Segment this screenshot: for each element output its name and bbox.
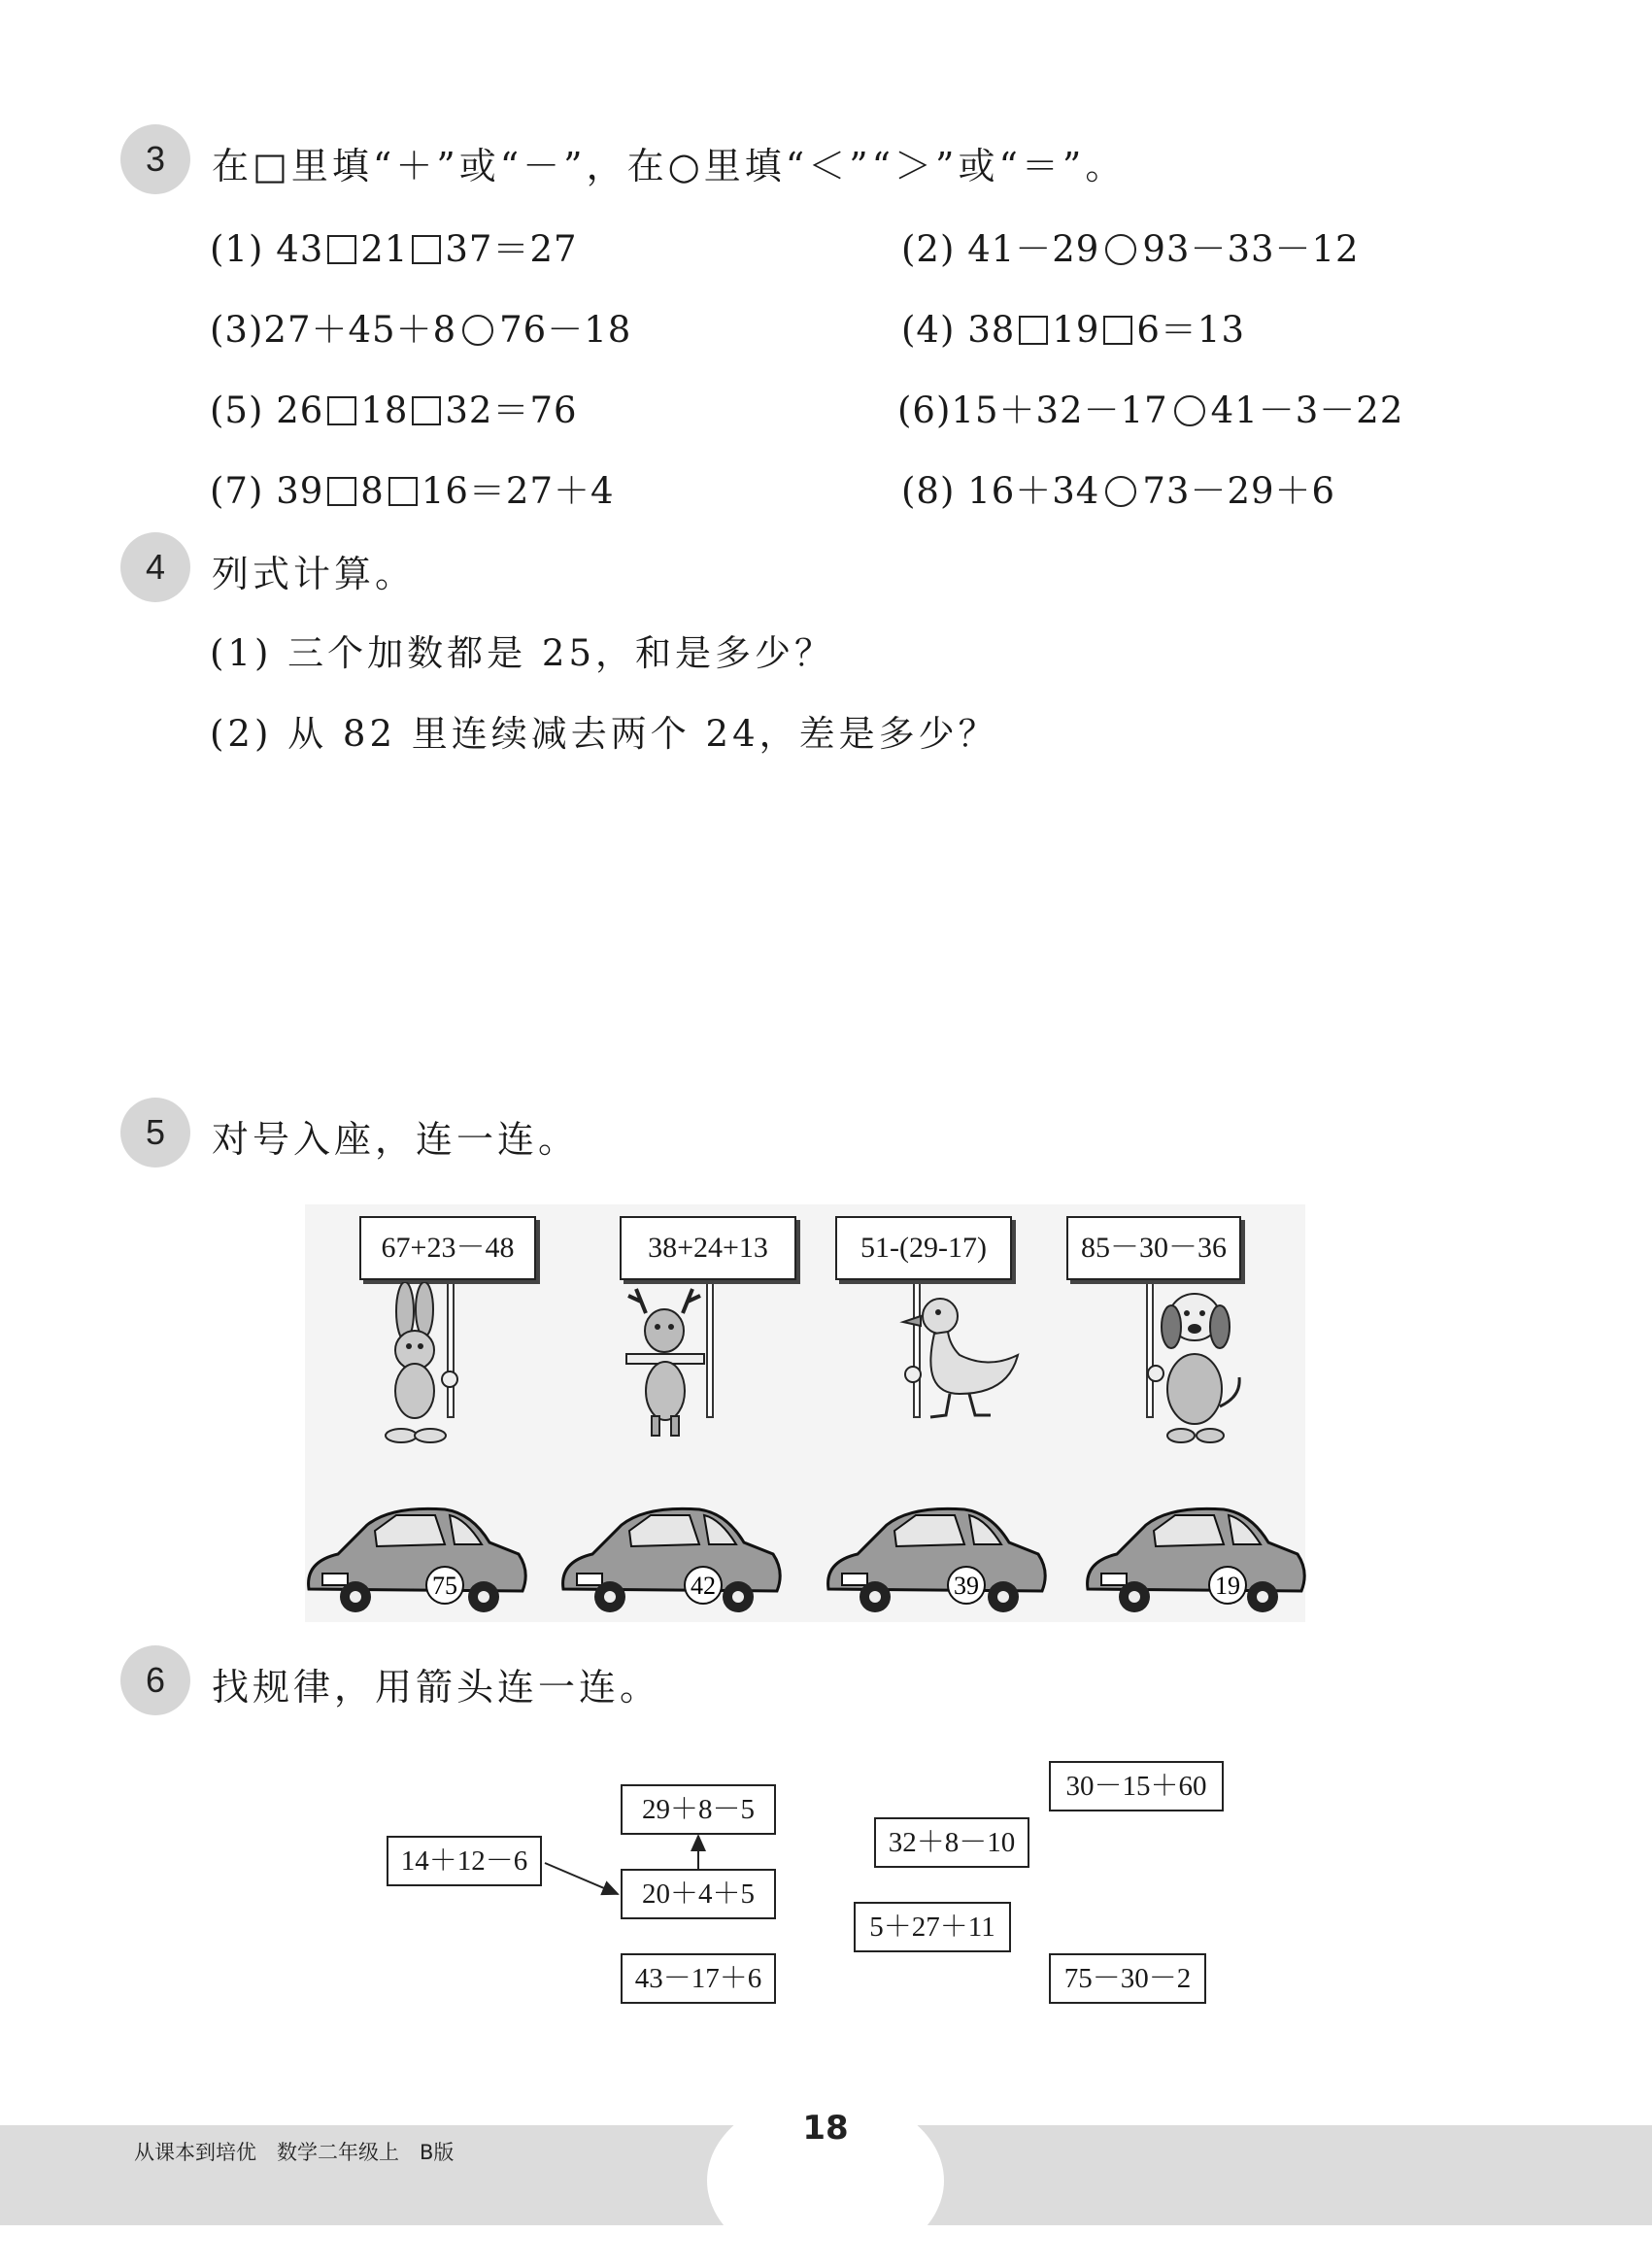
expr-col1-top[interactable]: 29＋8－5 <box>621 1784 776 1835</box>
question-5-number: 5 <box>120 1098 190 1168</box>
question-4-number: 4 <box>120 532 190 602</box>
question-6-number: 6 <box>120 1645 190 1715</box>
expr-col1-bottom[interactable]: 43－17＋6 <box>621 1953 776 2004</box>
q3-item-3: (3)27＋45＋8 76－18 <box>210 309 632 351</box>
question-5-title: 对号入座，连一连。 <box>212 1118 580 1161</box>
expr-col2-bottom[interactable]: 5＋27＋11 <box>854 1902 1011 1952</box>
sign-duck[interactable]: 51-(29-17) <box>835 1216 1012 1280</box>
question-4-title: 列式计算。 <box>212 553 417 595</box>
arrow-start-to-center <box>545 1863 618 1894</box>
car-number: 39 <box>954 1572 979 1600</box>
car-number: 75 <box>432 1572 457 1600</box>
q3-item-8: (8) 16＋34 73－29＋6 <box>901 470 1336 512</box>
car-number: 19 <box>1215 1572 1240 1600</box>
q4-item-2: (2) 从 82 里连续减去两个 24，差是多少？ <box>210 713 998 755</box>
question-6-title: 找规律，用箭头连一连。 <box>212 1666 661 1709</box>
q3-item-1: (1) 43 21 37＝27 <box>210 228 578 270</box>
sign-rabbit[interactable]: 67+23－48 <box>359 1216 536 1280</box>
q3-item-5: (5) 26 18 32＝76 <box>210 389 578 431</box>
page-number: 18 <box>802 2109 849 2148</box>
expr-start[interactable]: 14＋12－6 <box>387 1836 542 1886</box>
expr-col3-bottom[interactable]: 75－30－2 <box>1049 1953 1206 2004</box>
book-title: 从课本到培优 数学二年级上 B版 <box>134 2141 455 2164</box>
q4-item-1: (1) 三个加数都是 25，和是多少？ <box>210 632 835 674</box>
question-3-title: 在□里填“＋”或“－”，在○里填“＜”“＞”或“＝”。 <box>212 145 1127 187</box>
q3-item-7: (7) 39 8 16＝27＋4 <box>210 470 615 512</box>
q3-item-6: (6)15＋32－17 41－3－22 <box>897 389 1404 431</box>
sign-deer[interactable]: 38+24+13 <box>620 1216 796 1280</box>
car-number: 42 <box>691 1572 716 1600</box>
q3-item-4: (4) 38 19 6＝13 <box>901 309 1246 351</box>
expr-col3-top[interactable]: 30－15＋60 <box>1049 1761 1224 1811</box>
sign-dog[interactable]: 85－30－36 <box>1066 1216 1241 1280</box>
q3-item-2: (2) 41－29 93－33－12 <box>901 228 1360 270</box>
question-3-number: 3 <box>120 124 190 194</box>
expr-col1-middle[interactable]: 20＋4＋5 <box>621 1869 776 1919</box>
expr-col2-top[interactable]: 32＋8－10 <box>874 1817 1029 1868</box>
